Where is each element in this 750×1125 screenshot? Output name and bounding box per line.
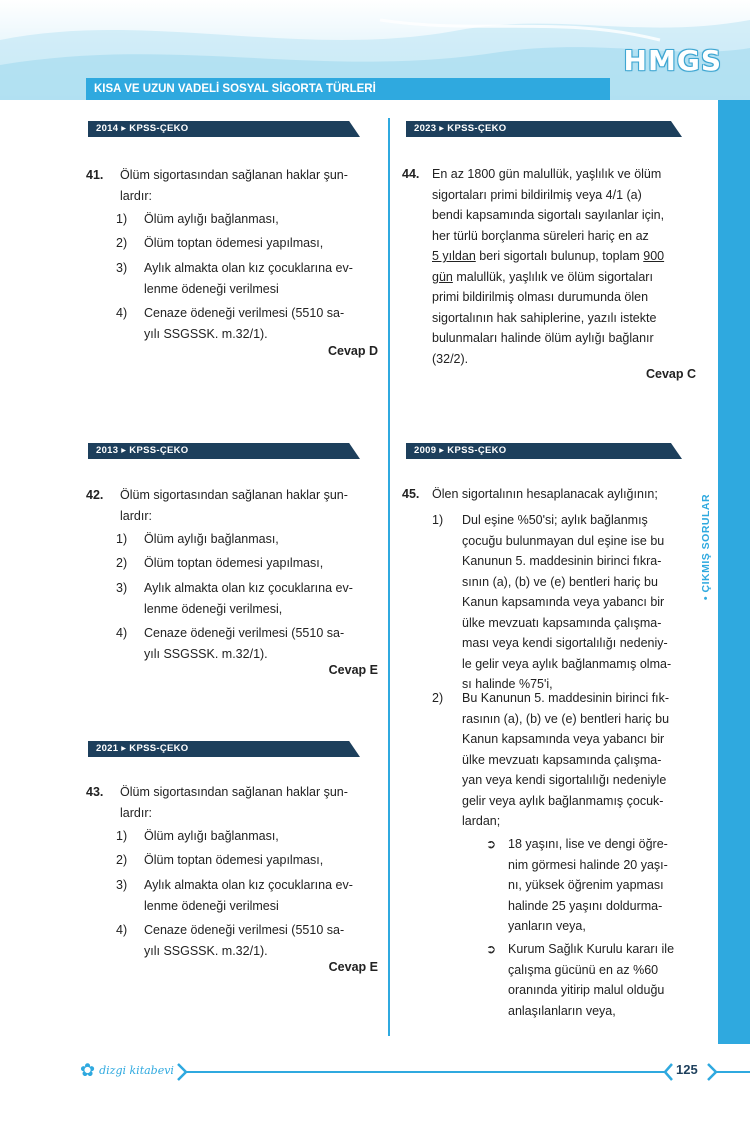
side-label bbox=[698, 472, 714, 622]
list-item: 4) Cenaze ödeneği verilmesi (5510 sa- yılı SSGSSK. m.32/1). bbox=[116, 306, 345, 341]
footer-arrow-line bbox=[160, 1062, 750, 1082]
list-item: 4) Cenaze ödeneği verilmesi (5510 sa- yılı SSGSSK. m.32/1). bbox=[116, 923, 345, 958]
answer-42: Cevap E bbox=[328, 663, 378, 677]
list-item: 1) Ölüm aylığı bağlanması, bbox=[116, 829, 279, 843]
page-number: 125 bbox=[676, 1062, 698, 1077]
column-divider bbox=[388, 118, 390, 1036]
list-item: ➲ Kurum Sağlık Kurulu kararı ile çalışma gücünü en az %60 oranında yitirip malul olduğu anlaşılanların veya, bbox=[486, 939, 698, 1023]
question-number: 44. bbox=[402, 167, 420, 181]
question-tag-41: 2014 ▸ KPSS-ÇEKO bbox=[88, 121, 360, 137]
hmgs-logo: HMGS bbox=[623, 44, 722, 77]
question-stem: lardır: bbox=[120, 805, 152, 820]
leaf-logo-icon: ✿ bbox=[80, 1060, 96, 1081]
section-title: KISA VE UZUN VADELİ SOSYAL SİGORTA TÜRLERİ bbox=[94, 83, 376, 95]
side-strip bbox=[718, 100, 750, 1044]
list-item: 3) Aylık almakta olan kız çocuklarına ev- lenme ödeneği verilmesi, bbox=[116, 581, 353, 616]
question-stem: En az 1800 gün malullük, yaşlılık ve ölüm sigortaları primi bildirilmiş veya 4/1 (a) bendi kapsamında sigortalı sayılanlar için, her türlü borçlanma süreleri hariç en az 5 yıldan beri sigortalı bulunup, toplam 900 gün malullük, yaşlılık ve ölüm sigortaları primi bildirilmiş olması durumunda ölen sigortalının hak sahiplerine, yazılı istekte bulunmaları halinde ölüm aylığı bağlanır (32/2). bbox=[432, 167, 665, 366]
question-number: 41. bbox=[86, 168, 104, 182]
side-label-text: • ÇIKMIŞ SORULAR bbox=[700, 493, 712, 601]
publisher-logo: ✿ dizgi kitabevi bbox=[80, 1060, 174, 1081]
list-item: ➲ 18 yaşını, lise ve dengi öğre- nim görmesi halinde 20 yaşı- nı, yüksek öğrenim yapması halinde 25 yaşını doldurma- yanların veya, bbox=[486, 834, 698, 938]
question-tag-43: 2021 ▸ KPSS-ÇEKO bbox=[88, 741, 360, 757]
question-number: 42. bbox=[86, 488, 104, 502]
question-tag-44: 2023 ▸ KPSS-ÇEKO bbox=[406, 121, 682, 137]
list-item: 2) Bu Kanunun 5. maddesinin birinci fık- rasının (a), (b) ve (e) bentleri hariç bu Kanun kapsamında veya yabancı bir ülke mevzuatı kapsamında çalışma- yan veya kendi sigortalılığı nedeniyle gelir veya aylık bağlanmamış çocuk- lardan; bbox=[432, 691, 670, 828]
list-item: 1) Dul eşine %50'si; aylık bağlanmış çocuğu bulunmayan dul eşine ise bu Kanunun 5. maddesinin birinci fıkra- sının (a), (b) ve (e) bentleri hariç bu Kanun kapsamında veya yabancı bir ülke mevzuatı kapsamında çalışma- ması veya kendi sigortalılığı nedeniy- le gelir veya aylık bağlanmamış olma- sı halinde %75'i, bbox=[432, 513, 672, 691]
question-stem: Ölen sigortalının hesaplanacak aylığının; bbox=[432, 487, 658, 501]
list-item: 1) Ölüm aylığı bağlanması, bbox=[116, 532, 279, 546]
list-item: 3) Aylık almakta olan kız çocuklarına ev- lenme ödeneği verilmesi bbox=[116, 261, 353, 296]
question-stem: lardır: bbox=[120, 188, 152, 203]
question-stem: Ölüm sigortasından sağlanan haklar şun- bbox=[120, 168, 348, 182]
question-number: 45. bbox=[402, 487, 420, 501]
list-item: 2) Ölüm toptan ödemesi yapılması, bbox=[116, 236, 324, 250]
question-tag-42: 2013 ▸ KPSS-ÇEKO bbox=[88, 443, 360, 459]
question-stem: Ölüm sigortasından sağlanan haklar şun- bbox=[120, 785, 348, 799]
section-title-bar bbox=[86, 78, 610, 100]
answer-41: Cevap D bbox=[327, 344, 378, 358]
list-item: 2) Ölüm toptan ödemesi yapılması, bbox=[116, 556, 324, 570]
answer-43: Cevap E bbox=[328, 960, 378, 974]
arrow-bullet-icon: ➲ bbox=[486, 837, 497, 851]
question-tag-45: 2009 ▸ KPSS-ÇEKO bbox=[406, 443, 682, 459]
list-item: 1) Ölüm aylığı bağlanması, bbox=[116, 212, 279, 226]
question-stem: lardır: bbox=[120, 508, 152, 523]
list-item: 3) Aylık almakta olan kız çocuklarına ev- lenme ödeneği verilmesi bbox=[116, 878, 353, 913]
answer-44: Cevap C bbox=[645, 367, 696, 381]
arrow-bullet-icon: ➲ bbox=[486, 942, 497, 956]
list-item: 2) Ölüm toptan ödemesi yapılması, bbox=[116, 853, 324, 867]
list-item: 4) Cenaze ödeneği verilmesi (5510 sa- yılı SSGSSK. m.32/1). bbox=[116, 626, 345, 661]
question-number: 43. bbox=[86, 785, 104, 799]
question-stem: Ölüm sigortasından sağlanan haklar şun- bbox=[120, 488, 348, 502]
